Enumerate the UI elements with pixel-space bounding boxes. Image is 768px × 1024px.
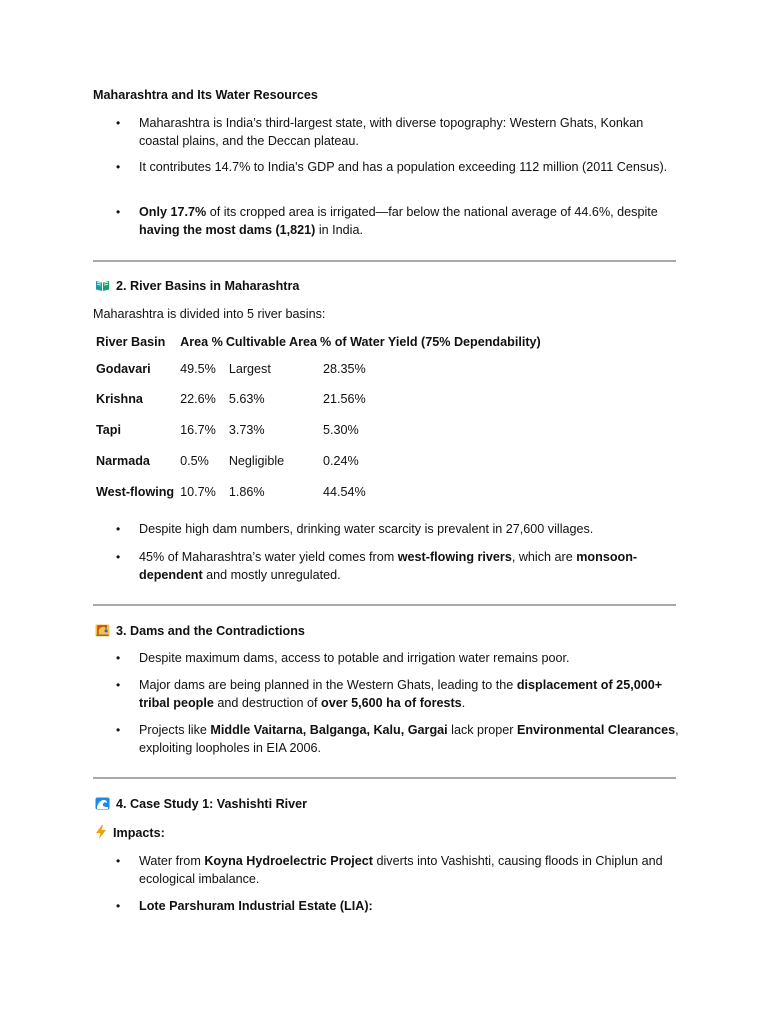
section-heading	[95, 623, 305, 641]
text-run: Despite maximum dams, access to potable and irrigation water remains poor.	[139, 651, 570, 665]
text-run: Projects like	[139, 723, 211, 737]
cultivable-area: Negligible	[228, 454, 285, 469]
text-run: Water from	[139, 854, 205, 868]
river-basin-table	[93, 334, 544, 508]
water-yield: 21.56%	[323, 392, 366, 407]
bullet-marker: •	[116, 160, 121, 174]
text-run: lack proper	[447, 723, 517, 737]
cultivable-area: 3.73%	[228, 423, 265, 438]
text-run: It contributes 14.7% to India's GDP and has a population exceeding 112 million (2011 Census).	[139, 160, 668, 174]
list-item	[139, 115, 679, 150]
bold-text: Environmental Clearances	[516, 723, 676, 737]
bullet-marker: •	[116, 899, 121, 913]
bold-text: monsoon-dependent	[139, 550, 638, 582]
table-row	[93, 385, 544, 416]
list-item	[139, 722, 679, 757]
water-yield: 44.54%	[323, 484, 366, 499]
list-item	[139, 521, 679, 539]
lightning-icon	[95, 825, 107, 838]
bold-text: displacement of 25,000+ tribal people	[139, 678, 663, 710]
list-item	[139, 204, 679, 239]
bold-text: west-flowing rivers	[397, 550, 512, 564]
area-percent: 49.5%	[180, 361, 216, 376]
section-heading-text: 3. Dams and the Contradictions	[116, 624, 305, 638]
bullet-marker: •	[116, 651, 121, 665]
bold-text: Only 17.7%	[139, 205, 207, 219]
section-heading	[95, 278, 299, 296]
text-run: .	[461, 695, 466, 710]
section-heading	[95, 796, 307, 814]
bullet-marker: •	[116, 522, 121, 536]
area-percent: 16.7%	[180, 423, 216, 438]
construction-crane-icon	[95, 624, 110, 637]
text-run: Major dams are being planned in the Western Ghats, leading to the	[139, 678, 517, 692]
text-run: 45% of Maharashtra’s water yield comes from	[139, 550, 398, 564]
text-run: and destruction of	[213, 695, 321, 710]
bullet-marker: •	[116, 723, 121, 737]
section-heading-text: 4. Case Study 1: Vashishti River	[116, 797, 308, 811]
horizontal-divider	[93, 777, 676, 779]
section-heading: Maharashtra and Its Water Resources	[93, 88, 318, 102]
open-book-icon	[95, 279, 110, 292]
area-percent: 0.5%	[180, 454, 209, 469]
text-run: , exploiting loopholes in EIA 2006.	[139, 723, 679, 755]
column-header: Cultivable Area	[225, 335, 318, 349]
intro-text: Maharashtra is divided into 5 river basins:	[93, 307, 326, 321]
bullet-marker: •	[116, 678, 121, 692]
cultivable-area: Largest	[228, 361, 271, 376]
list-item	[139, 549, 659, 584]
basin-name: Tapi	[96, 423, 121, 438]
bullet-marker: •	[116, 854, 121, 868]
water-yield: 28.35%	[323, 361, 366, 376]
table-row	[93, 416, 544, 447]
bold-text: Middle Vaitarna, Balganga, Kalu, Gargai	[210, 723, 448, 737]
table-header-row	[93, 334, 544, 354]
impacts-label	[95, 825, 165, 843]
text-run: diverts into Vashishti, causing floods in Chiplun and ecological imbalance.	[139, 854, 663, 886]
list-item	[139, 677, 679, 712]
bullet-marker: •	[116, 550, 121, 564]
text-run: Despite high dam numbers, drinking water scarcity is prevalent in 27,600 villages.	[139, 522, 594, 536]
text-run: in India.	[315, 222, 363, 237]
text-run: , which are	[511, 550, 577, 564]
water-yield: 5.30%	[323, 423, 359, 438]
text-run: Maharashtra is India’s third-largest state, with diverse topography: Western Ghats, Konkan coastal plains, and the Deccan plateau.	[139, 116, 644, 148]
list-item	[139, 853, 679, 888]
basin-name: Krishna	[96, 392, 143, 407]
table-row	[93, 446, 544, 477]
basin-name: Godavari	[96, 361, 151, 376]
column-header: % of Water Yield (75% Dependability)	[320, 335, 541, 349]
cultivable-area: 1.86%	[228, 484, 265, 499]
basin-name: West-flowing	[96, 484, 175, 499]
bold-text: over 5,600 ha of forests	[321, 695, 462, 710]
bullet-marker: •	[116, 205, 121, 219]
basin-name: Narmada	[96, 454, 150, 469]
text-run: and mostly unregulated.	[202, 567, 341, 582]
list-item	[139, 898, 679, 916]
horizontal-divider	[93, 260, 676, 262]
column-header: River Basin	[96, 335, 166, 349]
water-wave-icon	[95, 797, 110, 810]
bold-text: Koyna Hydroelectric Project	[204, 854, 373, 868]
impacts-label-text: Impacts:	[113, 826, 165, 840]
list-item	[139, 650, 679, 668]
column-header: Area %	[180, 335, 223, 349]
bold-text: having the most dams (1,821)	[139, 222, 316, 237]
section-heading-text: 2. River Basins in Maharashtra	[116, 279, 300, 293]
horizontal-divider	[93, 604, 676, 606]
area-percent: 10.7%	[180, 484, 216, 499]
water-yield: 0.24%	[323, 454, 359, 469]
table-row	[93, 354, 544, 385]
text-run: of its cropped area is irrigated—far below the national average of 44.6%, despite	[206, 205, 658, 219]
area-percent: 22.6%	[180, 392, 216, 407]
cultivable-area: 5.63%	[228, 392, 265, 407]
bold-text: Lote Parshuram Industrial Estate (LIA):	[139, 899, 373, 913]
list-item	[139, 159, 679, 177]
bullet-marker: •	[116, 116, 121, 130]
table-row	[93, 477, 544, 508]
